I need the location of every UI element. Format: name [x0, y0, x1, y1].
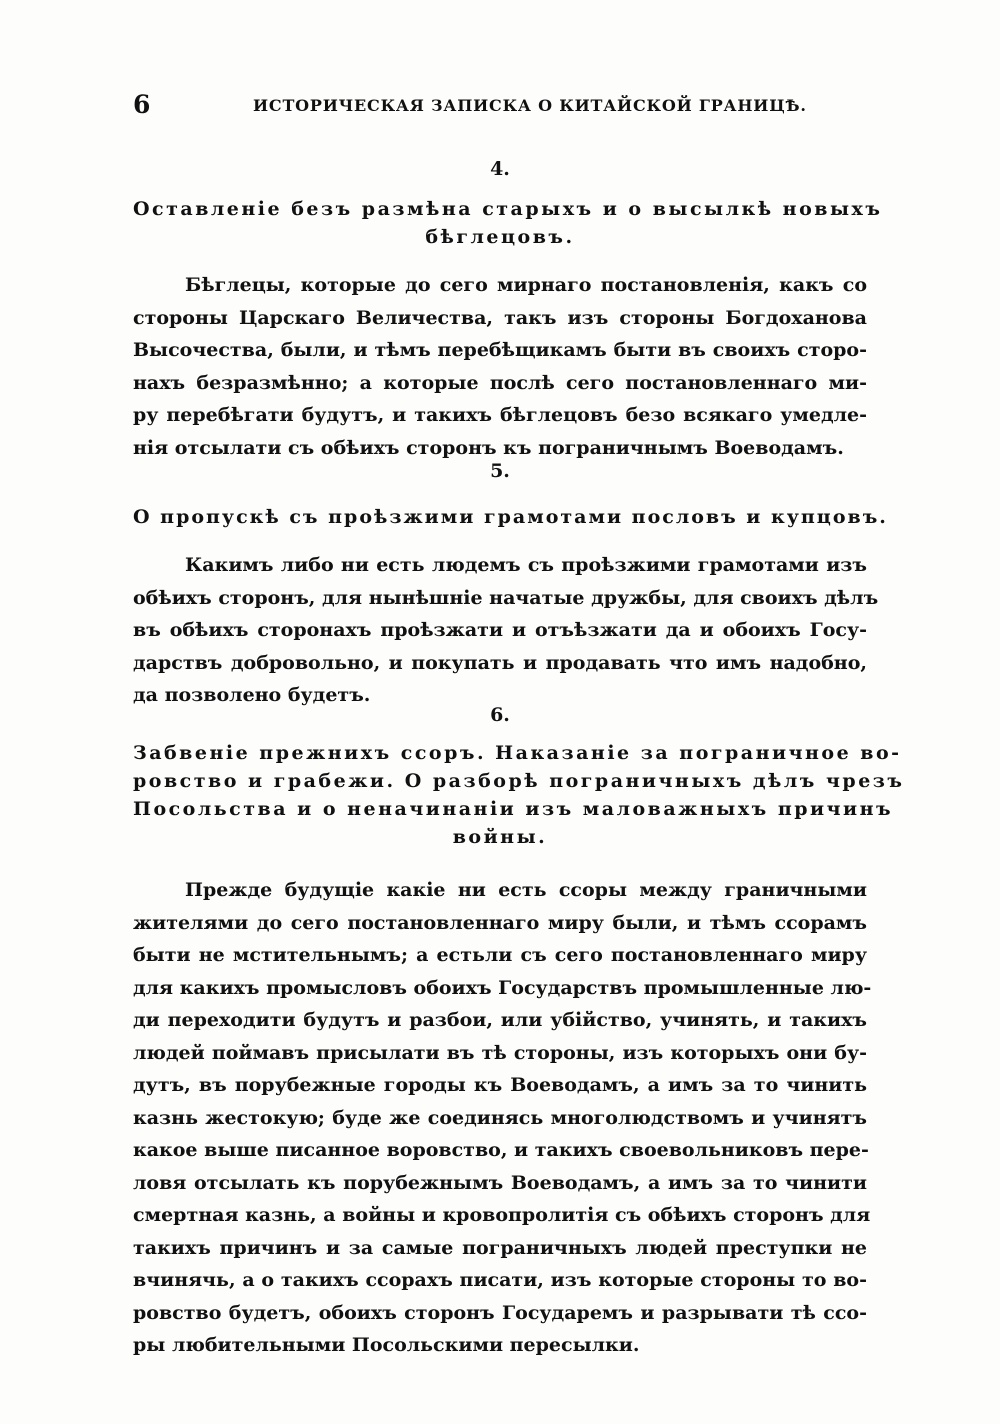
heading-line: Оставленіе безъ размѣна старыхъ и о высылкѣ новыхъ	[133, 198, 883, 220]
text-line: дутъ, въ порубежные городы къ Воеводамъ, а имъ за то чинить	[133, 1074, 867, 1096]
text-line: нія отсылати съ обѣихъ сторонъ къ пограничнымъ Воеводамъ.	[133, 436, 844, 459]
text-line: для какихъ промысловъ обоихъ Государствъ промышленные лю-	[133, 976, 872, 999]
text-line: стороны Царскаго Величества, такъ изъ стороны Богдоханова	[133, 306, 867, 329]
text-line: ру перебѣгати будутъ, и такихъ бѣглецовъ безо всякаго умедле-	[133, 404, 867, 426]
text-line: дарствъ добровольно, и покупать и продавать что имъ надобно,	[133, 651, 867, 674]
section-heading	[133, 739, 905, 851]
text-line: людей поймавъ присылати въ тѣ стороны, изъ которыхъ они бу-	[133, 1041, 867, 1064]
text-line: быти не мстительнымъ; а естьли съ сего постановленнаго миру	[133, 944, 867, 966]
text-line: смертная казнь, а войны и кровопролитія съ обѣихъ сторонъ для	[133, 1204, 871, 1226]
section-number: 4.	[490, 158, 510, 180]
heading-line: ровство и грабежи. О разборѣ пограничныхъ дѣлъ чрезъ	[133, 770, 905, 792]
text-line: Прежде будущіе какіе ни есть ссоры между граничными	[185, 879, 867, 901]
text-line: какое выше писанное воровство, и такихъ своевольниковъ пере-	[133, 1139, 869, 1161]
section-paragraph	[133, 549, 879, 712]
heading-line: Забвеніе прежнихъ ссоръ. Наказаніе за пограничное во-	[133, 742, 902, 764]
section-heading	[133, 195, 883, 251]
text-line: жителями до сего постановленнаго миру были, и тѣмъ ссорамъ	[133, 911, 867, 934]
page-number: 6	[133, 90, 151, 119]
text-line: нахъ безразмѣнно; а которые послѣ сего постановленнаго ми-	[133, 371, 867, 394]
text-line: да позволено будетъ.	[133, 684, 371, 706]
text-line: Высочества, были, и тѣмъ перебѣщикамъ быти въ своихъ сторо-	[133, 339, 867, 361]
section-number: 6.	[490, 704, 510, 726]
text-line: ры любительными Посольскими пересылки.	[133, 1334, 640, 1356]
section-paragraph	[133, 269, 867, 464]
heading-line: войны.	[452, 826, 548, 848]
heading-line: Посольства и о неначинаніи изъ маловажныхъ причинъ	[133, 798, 894, 820]
text-line: такихъ причинъ и за самые пограничныхъ людей преступки не	[133, 1236, 867, 1259]
text-line: казнь жестокую; буде же соединясь многолюдствомъ и учинятъ	[133, 1106, 867, 1129]
text-line: обѣихъ сторонъ, для нынѣшніе начатые дружбы, для своихъ дѣлъ	[133, 586, 879, 609]
text-line: Бѣглецы, которые до сего мирнаго постановленія, какъ со	[185, 274, 867, 296]
heading-line: бѣглецовъ.	[425, 226, 575, 248]
text-line: ловя отсылать къ порубежнымъ Воеводамъ, а имъ за то чинити	[133, 1171, 867, 1194]
running-head	[133, 90, 873, 124]
section-paragraph	[133, 874, 872, 1362]
text-line: вчинячь, а о такихъ ссорахъ писати, изъ которые стороны то во-	[133, 1269, 867, 1291]
text-line: Какимъ либо ни есть людемъ съ проѣзжими грамотами изъ	[185, 554, 867, 576]
running-title: ИСТОРИЧЕСКАЯ ЗАПИСКА О КИТАЙСКОЙ ГРАНИЦѢ.	[253, 96, 807, 115]
text-line: ди переходити будутъ и разбои, или убійство, учинять, и такихъ	[133, 1009, 867, 1031]
heading-line: О пропускѣ съ проѣзжими грамотами пословъ и купцовъ.	[133, 506, 888, 528]
text-line: въ обѣихъ сторонахъ проѣзжати и отъѣзжати да и обоихъ Госу-	[133, 619, 867, 641]
section-heading	[133, 503, 888, 531]
text-line: ровство будетъ, обоихъ сторонъ Государемъ и разрывати тѣ ссо-	[133, 1301, 867, 1324]
section-number: 5.	[490, 460, 510, 482]
